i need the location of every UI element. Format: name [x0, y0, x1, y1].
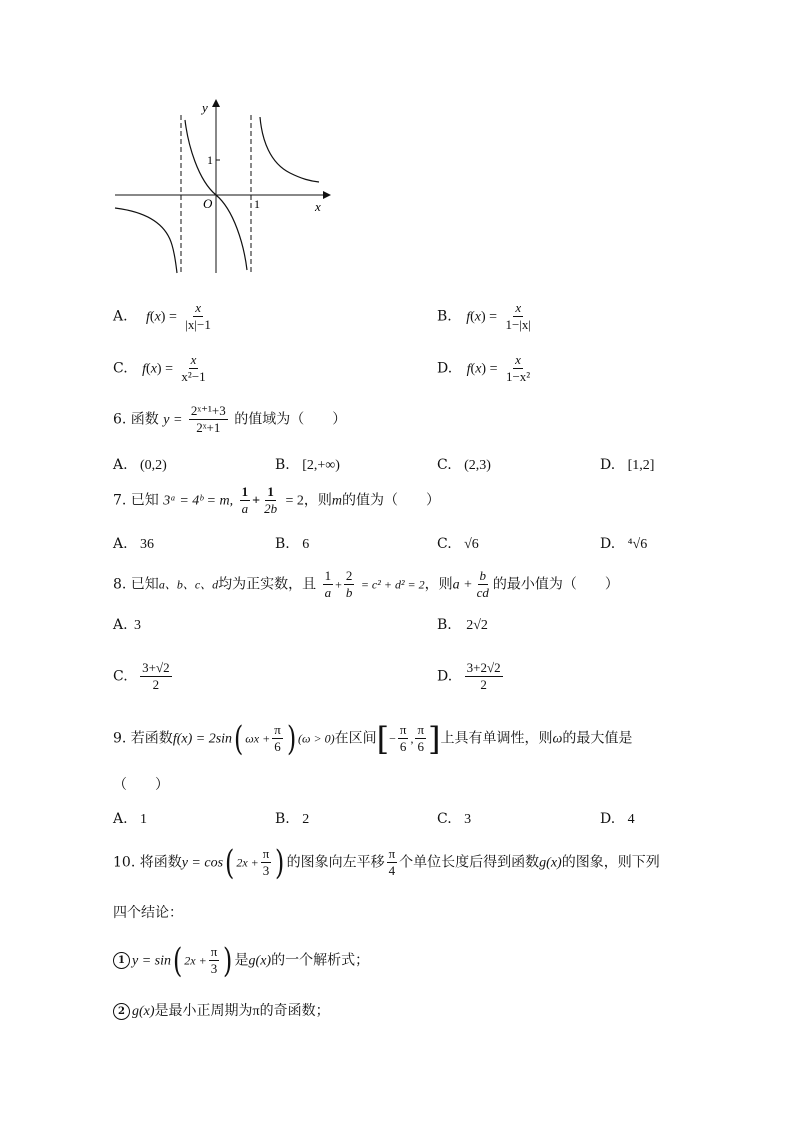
option-letter: B. [275, 536, 290, 552]
option-letter: A. [113, 617, 128, 633]
numerator: π [417, 722, 425, 737]
option-letter: A. [113, 536, 128, 552]
q8-frac-1: $\frac{1}{a}$ [324, 568, 332, 600]
option-letter: C. [437, 457, 452, 473]
q8-option-d[interactable] [437, 660, 505, 693]
q9-inner: ωx + [245, 731, 271, 746]
y-axis-label: y [202, 100, 208, 115]
q9-paren: （ ） [113, 777, 169, 793]
circled-number-2: 2 [113, 1003, 130, 1020]
option-text: 1 [140, 812, 148, 827]
option-letter: B. [275, 811, 290, 827]
q7-fraction-2 [262, 484, 279, 517]
q8-c-fraction [140, 660, 171, 693]
q7-stem [113, 484, 440, 517]
denominator: |x|−1 [185, 317, 211, 332]
denominator: 2ˣ+1 [196, 420, 221, 435]
y-tick-label: 1 [207, 153, 213, 167]
denominator: 6 [399, 739, 407, 754]
denominator: 3 [210, 961, 218, 976]
option-text: [2,+∞) [302, 458, 340, 473]
q10-line2: 四个结论： [113, 905, 183, 921]
denominator: 2 [480, 677, 487, 692]
q10-conclusion-1: 1 y = sin( 2x + $\frac{\pi}{3}$ ) 是g(x)的一个解析式； [113, 944, 369, 977]
q6-option-c[interactable] [437, 456, 491, 475]
q10-g: g(x) [539, 855, 562, 871]
x-axis-label: x [315, 199, 321, 214]
numerator: x [195, 300, 201, 315]
q8-option-b[interactable] [437, 616, 488, 635]
q5-d-fraction [504, 352, 532, 385]
q6-suffix: 的值域为（ ） [234, 411, 347, 428]
q6-option-a[interactable] [113, 456, 167, 475]
q9-option-d[interactable] [600, 810, 635, 829]
q7-fraction-1 [240, 484, 251, 517]
c2-g: g(x) [132, 1004, 155, 1019]
q5-a-fraction [183, 300, 213, 333]
q8-end: 的最小值为（ ） [492, 576, 619, 593]
q7-end: 的值为（ ） [342, 492, 441, 509]
q10-pi4-frac [387, 846, 398, 879]
option-text: 6 [302, 537, 310, 552]
q7-option-d[interactable] [600, 535, 647, 554]
c1-g: g(x) [248, 953, 272, 969]
q7-option-b[interactable] [275, 535, 309, 554]
q7-prefix: 7. 已知 [113, 492, 159, 509]
c1-pi3-frac [209, 944, 220, 977]
q9-omega: ω [552, 731, 563, 747]
curve-right-branch [260, 117, 319, 182]
q9-mid: 在区间 [334, 730, 377, 747]
denominator: 6 [274, 739, 281, 754]
option-letter: C. [113, 360, 128, 377]
c1-end2: 的一个解析式； [271, 952, 370, 969]
numerator: 1 [241, 484, 249, 499]
option-text: (2,3) [464, 458, 491, 473]
numerator: x [515, 352, 521, 367]
q7-plus: + [252, 493, 261, 509]
option-letter: B. [275, 457, 290, 473]
denominator: 6 [417, 739, 424, 754]
q6-fraction [189, 403, 228, 436]
c2-pi: π [252, 1004, 260, 1019]
denominator: 1−x² [505, 369, 531, 384]
x-tick-label: 1 [254, 197, 260, 211]
q6-prefix: 6. 函数 [113, 411, 159, 428]
q8-vars: a、b、c、d [158, 577, 219, 592]
option-text: (0,2) [140, 458, 167, 473]
curve-left-branch [115, 208, 177, 273]
option-letter: A. [113, 811, 128, 827]
q9-func: f(x) = 2sin [172, 731, 233, 747]
option-letter: B. [437, 308, 452, 325]
c2-text2: 的奇函数； [259, 1003, 330, 1019]
option-text: [1,2] [627, 458, 655, 473]
c1-func: y = sin [132, 953, 171, 969]
denominator: 4 [388, 863, 396, 878]
origin-label: O [203, 196, 213, 211]
q8-option-a[interactable] [113, 616, 141, 635]
option-letter: B. [437, 617, 452, 633]
option-letter: D. [600, 811, 616, 827]
denominator: 1−|x| [505, 317, 532, 332]
q10-inner: 2x + [236, 855, 259, 870]
q9-cond: (ω > 0) [298, 731, 335, 746]
q6-option-b[interactable] [275, 456, 340, 475]
denominator: x²−1 [181, 369, 206, 384]
option-letter: C. [113, 668, 128, 685]
option-letter: D. [600, 457, 616, 473]
q8-frac-2: $\frac{2}{b}$ [345, 568, 353, 600]
option-text: √6 [464, 537, 479, 552]
numerator: π [388, 846, 396, 861]
q5-option-a[interactable]: A. f(x) = $\frac{x}{|x|-1}$ [113, 300, 211, 332]
option-letter: A. [113, 457, 128, 473]
c1-inner: 2x + [184, 953, 207, 968]
option-text: 3 [464, 812, 472, 827]
denominator: a [241, 501, 249, 516]
q10-func: y = cos [181, 855, 224, 871]
function-graph [110, 95, 335, 285]
q5-option-d[interactable]: D. f(x) = $\frac{x}{\text{1−x²}}$ [437, 352, 531, 384]
q8-d-fraction [465, 660, 503, 693]
c1-end: 是 [234, 952, 249, 969]
q6-option-d[interactable] [600, 456, 654, 475]
q9-interval-left [398, 722, 409, 755]
q10-pi3-frac [261, 846, 272, 879]
q8-condition: = c² + d² = 2 [360, 577, 425, 592]
q10-mid: 的图象向左平移 [286, 854, 385, 871]
option-text: 36 [140, 537, 155, 552]
numerator: 2ˣ⁺¹+3 [190, 403, 226, 418]
q9-pi-frac [272, 722, 283, 755]
c2-text1: 是最小正周期为 [154, 1003, 253, 1019]
numerator: 1 [267, 484, 274, 499]
q7-eq: = 2 [285, 493, 304, 509]
numerator: π [399, 722, 407, 737]
q5-b-fraction [504, 300, 534, 333]
q10-prefix: 10. 将函数 [113, 854, 182, 871]
denominator: 3 [262, 863, 270, 878]
q8-mid2: ，则 [424, 576, 453, 593]
q8-stem: 8. 已知a、b、c、d均为正实数，且 $\frac{1}{a}$ + $\frac{2}{b}$ = c² + d² = 2，则a + $\frac{b}{cd}$ 的最小值为（ ） [113, 568, 619, 600]
option-text: 4 [627, 812, 635, 827]
numerator: 3+√2 [142, 660, 170, 675]
y-axis-arrow [212, 99, 220, 107]
q9-option-a[interactable] [113, 810, 147, 829]
q5-option-b[interactable]: B. f(x) = $\frac{x}{1-|x|}$ [437, 300, 532, 332]
option-letter: A. [113, 308, 128, 325]
q7-suffix: ，则 [303, 492, 332, 509]
numerator: π [210, 944, 218, 959]
q8-target: a + [452, 577, 473, 593]
numerator: x [190, 352, 197, 367]
q7-condition: 3ᵃ = 4ᵇ = m, [163, 493, 234, 509]
q8-prefix: 8. 已知 [113, 576, 159, 593]
option-letter: D. [600, 536, 616, 552]
q10-mid2: 个单位长度后得到函数 [399, 854, 540, 871]
q8-frac-3: $\frac{b}{cd}$ [476, 568, 489, 600]
option-letter: C. [437, 536, 452, 552]
q9-end: 的最大值是 [562, 730, 633, 747]
q9-option-b[interactable] [275, 810, 309, 829]
denominator: 2b [264, 501, 278, 516]
q10-conclusion-2 [113, 1002, 330, 1021]
numerator: x [515, 300, 522, 315]
q7-var-m: m [331, 493, 343, 509]
numerator: π [274, 722, 281, 737]
q7-option-a[interactable] [113, 535, 154, 554]
option-text: 2√2 [466, 618, 488, 633]
option-text: 2 [302, 812, 310, 827]
q9-stem: 9. 若函数f(x) = 2sin( ωx + $\frac{\pi}{6}$ ) (ω > 0)在区间[− $\frac{\pi}{6}$ , $\frac{\pi}{6}$ ]上具有单调性，则ω的最大值是 [113, 718, 633, 759]
option-letter: D. [437, 668, 453, 685]
q9-option-c[interactable] [437, 810, 471, 829]
q6-y: y = [163, 412, 183, 428]
q9-mid2: 上具有单调性，则 [440, 730, 553, 747]
q9-interval-right [415, 722, 426, 755]
q10-end: 的图象，则下列 [561, 854, 660, 871]
q9-prefix: 9. 若函数 [113, 730, 173, 747]
q5-c-fraction [179, 352, 207, 385]
option-text: ⁴√6 [627, 537, 648, 552]
q8-mid: 均为正实数，且 [218, 576, 317, 593]
denominator: 2 [152, 677, 160, 692]
x-axis-arrow [323, 191, 331, 199]
numerator: 3+2√2 [466, 660, 501, 675]
option-letter: D. [437, 360, 453, 377]
q7-option-c[interactable] [437, 535, 479, 554]
option-text: 3 [134, 618, 142, 633]
circled-number-1: 1 [113, 952, 130, 969]
q5-option-c[interactable]: C. f(x) = $\frac{x}{\text{x²−1}}$ [113, 352, 206, 384]
q6-stem [113, 403, 346, 436]
numerator: π [262, 846, 270, 861]
option-letter: C. [437, 811, 452, 827]
q10-stem: 10. 将函数y = cos( 2x + $\frac{\pi}{3}$ ) 的图象向左平移 $\frac{\pi}{4}$ 个单位长度后得到函数g(x)的图象，则下列 [113, 842, 660, 883]
q8-option-c[interactable] [113, 660, 174, 693]
